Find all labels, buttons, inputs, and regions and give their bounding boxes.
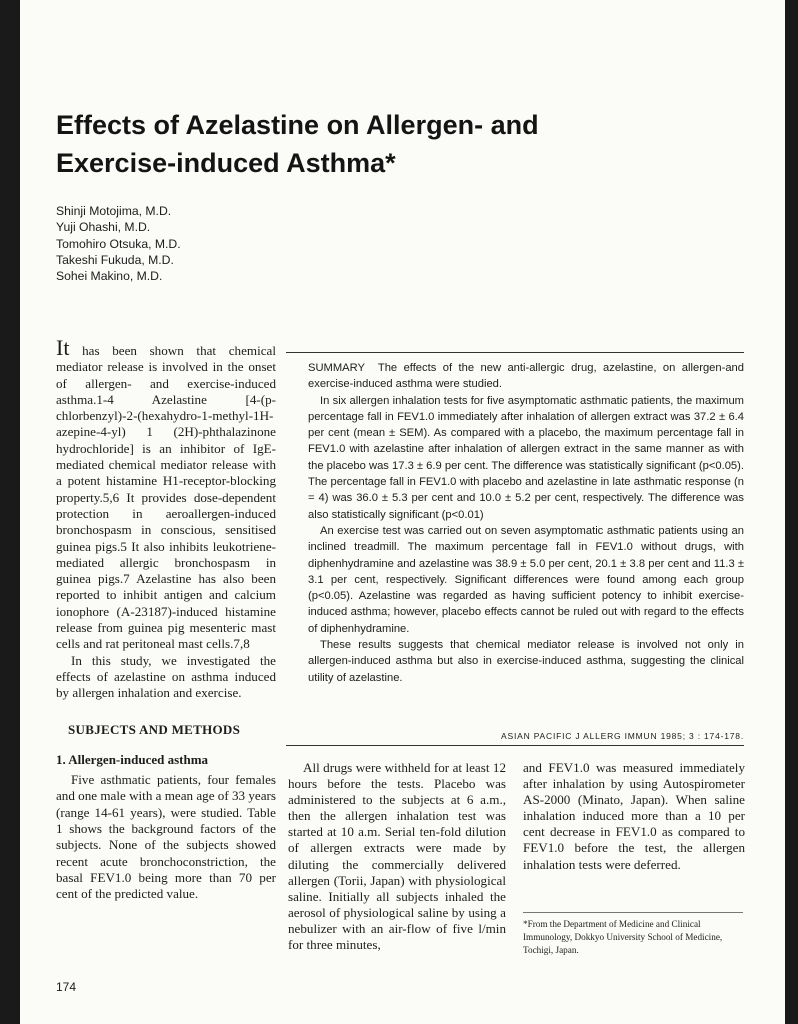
article-title: Effects of Azelastine on Allergen- and Exercise-induced Asthma* (56, 110, 539, 178)
intro-text: has been shown that chemical mediator release is involved in the onset of allergen- and exercise-induced asthma.1-4 Azelastine [4-(p-chlorbenzyl)-2-(hexahydro-1-methyl-1H-azepine-4-yl) 1 (2H)-phthalazinone hydrochloride] is an inhibitor of IgE-mediated chemical mediator release with a potent histamine H1-receptor-blocking property.5,6 It provides dose-dependent protection in aeroallergen-induced bronchospasm in conscious, sensitised guinea pigs.5 It also inhibits leukotriene-mediated allergic bronchospasm in guinea pigs.7 Azelastine has also been reported to inhibit antigen and calcium ionophore (A-23187)-induced histamine release from guinea pig mesenteric mast cells and rat peritoneal mast cells.7,8 (56, 343, 276, 652)
summary-text: The effects of the new anti-allergic drug, azelastine, on allergen-and exercise-induced asthma were studied. (308, 362, 745, 391)
summary-paragraph-4: These results suggests that chemical mediator release is involved not only in allergen-induced asthma but also in exercise-induced asthma, suggesting the clinical utility of azelastine. (308, 639, 744, 684)
author-name: Takeshi Fukuda, M.D. (56, 252, 174, 267)
summary-top-rule (286, 352, 744, 353)
left-column (56, 335, 276, 903)
author-name: Tomohiro Otsuka, M.D. (56, 236, 181, 251)
affiliation-footnote: *From the Department of Medicine and Clinical Immunology, Dokkyo University School of Medicine, Tochigi, Japan. (523, 919, 723, 955)
subsection-heading: 1. Allergen-induced asthma (56, 751, 209, 767)
summary-label: SUMMARY (308, 362, 365, 374)
author-name: Sohei Makino, M.D. (56, 269, 163, 284)
intro-paragraph-2: In this study, we investigated the effects of azelastine on asthma induced by allergen inhalation and exercise. (56, 652, 276, 701)
summary-block (308, 360, 744, 686)
page-number: 174 (56, 980, 77, 994)
section-heading: SUBJECTS AND METHODS (68, 721, 241, 737)
right-column-text: and FEV1.0 was measured immediately after inhalation by using Autospirometer AS-2000 (Minato, Japan). When saline inhalation induced more than a 10 per cent decrease in FEV1.0 as compared to FEV1.0 before the test, the allergen inhalation tests were deferred. (523, 760, 745, 872)
paper-page (20, 0, 785, 1024)
drop-cap: It (56, 335, 70, 360)
summary-paragraph-2: In six allergen inhalation tests for five asymptomatic asthmatic patients, the maximum percentage fall in FEV1.0 immediately after inhalation of allergen extract was 37.2 ± 6.4 per cent (mean ± SEM). As compared with a placebo, the maximum percentage fall in FEV1.0 with azelastine after inhalation of allergen extract in the same manner as with the placebo was 17.3 ± 6.9 per cent. The difference was statistically significant (p<0.05). The percentage fall in FEV1.0 with placebo and azelastine in late asthmatic response (n = 4) was 36.0 ± 5.3 per cent and 10.0 ± 5.2 per cent, respectively. The difference was also statistically significant (p<0.01) (308, 394, 744, 521)
author-name: Shinji Motojima, M.D. (56, 204, 172, 218)
journal-citation: ASIAN PACIFIC J ALLERG IMMUN 1985; 3 : 174-178. (501, 731, 744, 741)
footnote-rule (523, 912, 743, 913)
summary-bottom-rule (286, 745, 744, 746)
author-name: Yuji Ohashi, M.D. (56, 220, 151, 235)
middle-column-text: All drugs were withheld for at least 12 hours before the tests. Placebo was administered to the subjects at 6 a.m., then the allergen inhalation test was started at 10 a.m. Serial ten-fold dilution of allergen extracts were made by diluting the commercially delivered allergen (Torii, Japan) with physiological saline. Initially all subjects inhaled the aerosol of physiological saline by using a nebulizer with an air-flow of five l/min for three minutes, (288, 760, 506, 953)
summary-paragraph-1 (308, 360, 744, 393)
methods-paragraph: Five asthmatic patients, four females and one male with a mean age of 33 years (range 14-61 years), were studied. Table 1 shows the background factors of the subjects. None of the subjects showed recent acute bronchoconstriction, the basal FEV1.0 being more than 70 per cent of the predicted value. (56, 772, 276, 902)
intro-paragraph (56, 335, 276, 653)
author-list (56, 203, 181, 284)
summary-paragraph-3: An exercise test was carried out on seven asymptomatic asthmatic patients using an inclined treadmill. The maximum percentage fall in FEV1.0 without drugs, with diphenhydramine and azelastine was 38.9 ± 5.0 per cent, 20.1 ± 3.8 per cent and 11.3 ± 3.1 per cent, respectively. Significant differences were found among each group (p<0.05). Azelastine was regarded as having sufficient potency to inhibit exercise-induced asthma; however, placebo effects cannot be ruled out with regard to the effects of diphenhydramine. (308, 524, 744, 635)
